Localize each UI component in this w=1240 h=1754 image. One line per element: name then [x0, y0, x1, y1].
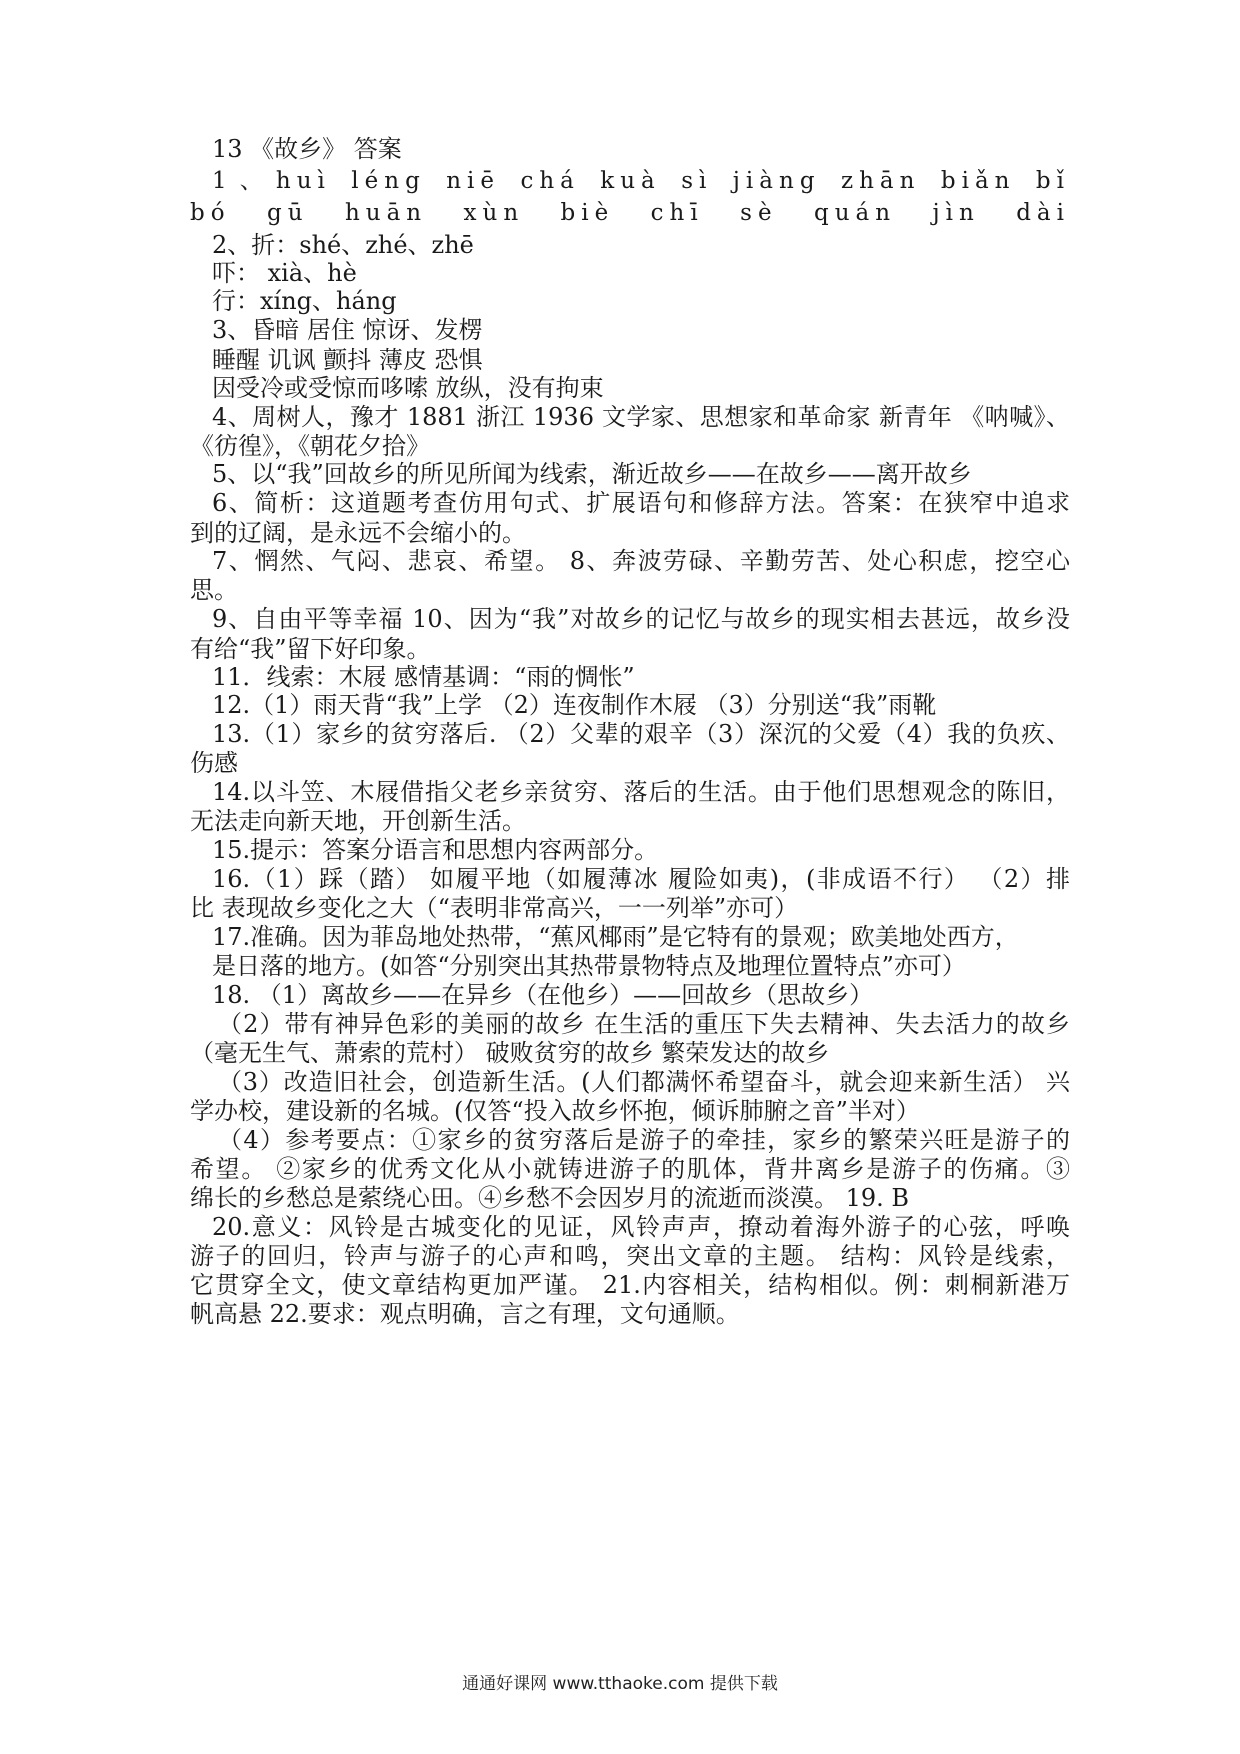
answer-line: 17.准确。因为菲岛地处热带，“蕉风椰雨”是它特有的景观；欧美地处西方，: [212, 923, 1019, 951]
answer-line: 6、简析：这道题考查仿用句式、扩展语句和修辞方法。答案：在狭窄中追求: [212, 489, 1070, 517]
answer-line: 7、惘然、气闷、悲哀、希望。 8、奔波劳碌、辛勤劳苦、处心积虑，挖空心: [212, 547, 1070, 575]
answer-title: 13 《故乡》 答案: [212, 135, 402, 163]
answer-line: 睡醒 讥讽 颤抖 薄皮 恐惧: [212, 346, 483, 374]
answer-line: 2、折：shé、zhé、zhē: [212, 231, 474, 259]
answer-line: 因受冷或受惊而哆嗦 放纵，没有拘束: [212, 374, 604, 402]
answer-line: 帆高悬 22.要求：观点明确，言之有理，文句通顺。: [190, 1300, 740, 1328]
answer-line: 《彷徨》，《朝花夕拾》: [190, 432, 430, 460]
answer-line: 思。: [190, 576, 238, 604]
answer-line: 吓： xià、hè: [212, 259, 357, 287]
answer-line: 20.意义：风铃是古城变化的见证，风铃声声，撩动着海外游子的心弦，呼唤: [212, 1213, 1070, 1241]
answer-line: 伤感: [190, 749, 238, 777]
answer-line: 绵长的乡愁总是萦绕心田。④乡愁不会因岁月的流逝而淡漠。 19. B: [190, 1184, 910, 1212]
answer-line: 12.（1）雨天背“我”上学 （2）连夜制作木屐 （3）分别送“我”雨靴: [212, 691, 937, 719]
answer-line: 无法走向新天地，开创新生活。: [190, 807, 526, 835]
answer-line: 有给“我”留下好印象。: [190, 635, 431, 663]
page-footer: 通通好课网 www.tthaoke.com 提供下载: [462, 1674, 778, 1694]
answer-line: 15.提示：答案分语言和思想内容两部分。: [212, 836, 659, 864]
answer-line: 5、以“我”回故乡的所见所闻为线索，渐近故乡——在故乡——离开故乡: [212, 460, 972, 488]
answer-line: 3、昏暗 居住 惊讶、发楞: [212, 316, 483, 344]
answer-line: 4、周树人，豫才 1881 浙江 1936 文学家、思想家和革命家 新青年 《呐喊》、: [212, 403, 1070, 431]
answer-line: 11．线索：木屐 感情基调：“雨的惆怅”: [212, 663, 635, 691]
answer-line: 9、自由平等幸福 10、因为“我”对故乡的记忆与故乡的现实相去甚远，故乡没: [212, 605, 1070, 633]
pinyin-line-2: bó gū huān xùn biè chī sè quán jìn dài: [190, 200, 1070, 226]
answer-line: （毫无生气、萧索的荒村） 破败贫穷的故乡 繁荣发达的故乡: [190, 1039, 830, 1067]
answer-line: 行：xíng、háng: [212, 287, 397, 315]
answer-line: 是日落的地方。(如答“分别突出其热带景物特点及地理位置特点”亦可）: [212, 952, 966, 980]
answer-line: 16.（1）踩（踏） 如履平地（如履薄冰 履险如夷)，(非成语不行） （2）排: [212, 865, 1070, 893]
answer-line: 学办校，建设新的名城。(仅答“投入故乡怀抱，倾诉肺腑之音”半对）: [190, 1097, 920, 1125]
answer-line: 它贯穿全文，使文章结构更加严谨。 21.内容相关，结构相似。例：刺桐新港万: [190, 1271, 1070, 1299]
answer-line: 比 表现故乡变化之大（“表明非常高兴，一一列举”亦可）: [190, 894, 799, 922]
pinyin-line-1: 1、huì léng niē chá kuà sì jiàng zhān biǎn bǐ: [212, 168, 1070, 194]
answer-line: （3）改造旧社会，创造新生活。(人们都满怀希望奋斗，就会迎来新生活） 兴: [218, 1068, 1070, 1096]
answer-line: 14.以斗笠、木屐借指父老乡亲贫穷、落后的生活。由于他们思想观念的陈旧，: [212, 778, 1070, 806]
answer-line: 13.（1）家乡的贫穷落后. （2）父辈的艰辛（3）深沉的父爱（4）我的负疚、: [212, 720, 1070, 748]
answer-line: 到的辽阔，是永远不会缩小的。: [190, 519, 526, 547]
answer-line: （2）带有神异色彩的美丽的故乡 在生活的重压下失去精神、失去活力的故乡: [218, 1010, 1070, 1038]
answer-line: （4）参考要点：①家乡的贫穷落后是游子的牵挂，家乡的繁荣兴旺是游子的: [218, 1126, 1070, 1154]
answer-line: 希望。 ②家乡的优秀文化从小就铸进游子的肌体，背井离乡是游子的伤痛。③: [190, 1155, 1070, 1183]
answer-line: 18. （1）离故乡——在异乡（在他乡）——回故乡（思故乡）: [212, 981, 874, 1009]
answer-line: 游子的回归，铃声与游子的心声和鸣，突出文章的主题。 结构：风铃是线索，: [190, 1242, 1070, 1270]
